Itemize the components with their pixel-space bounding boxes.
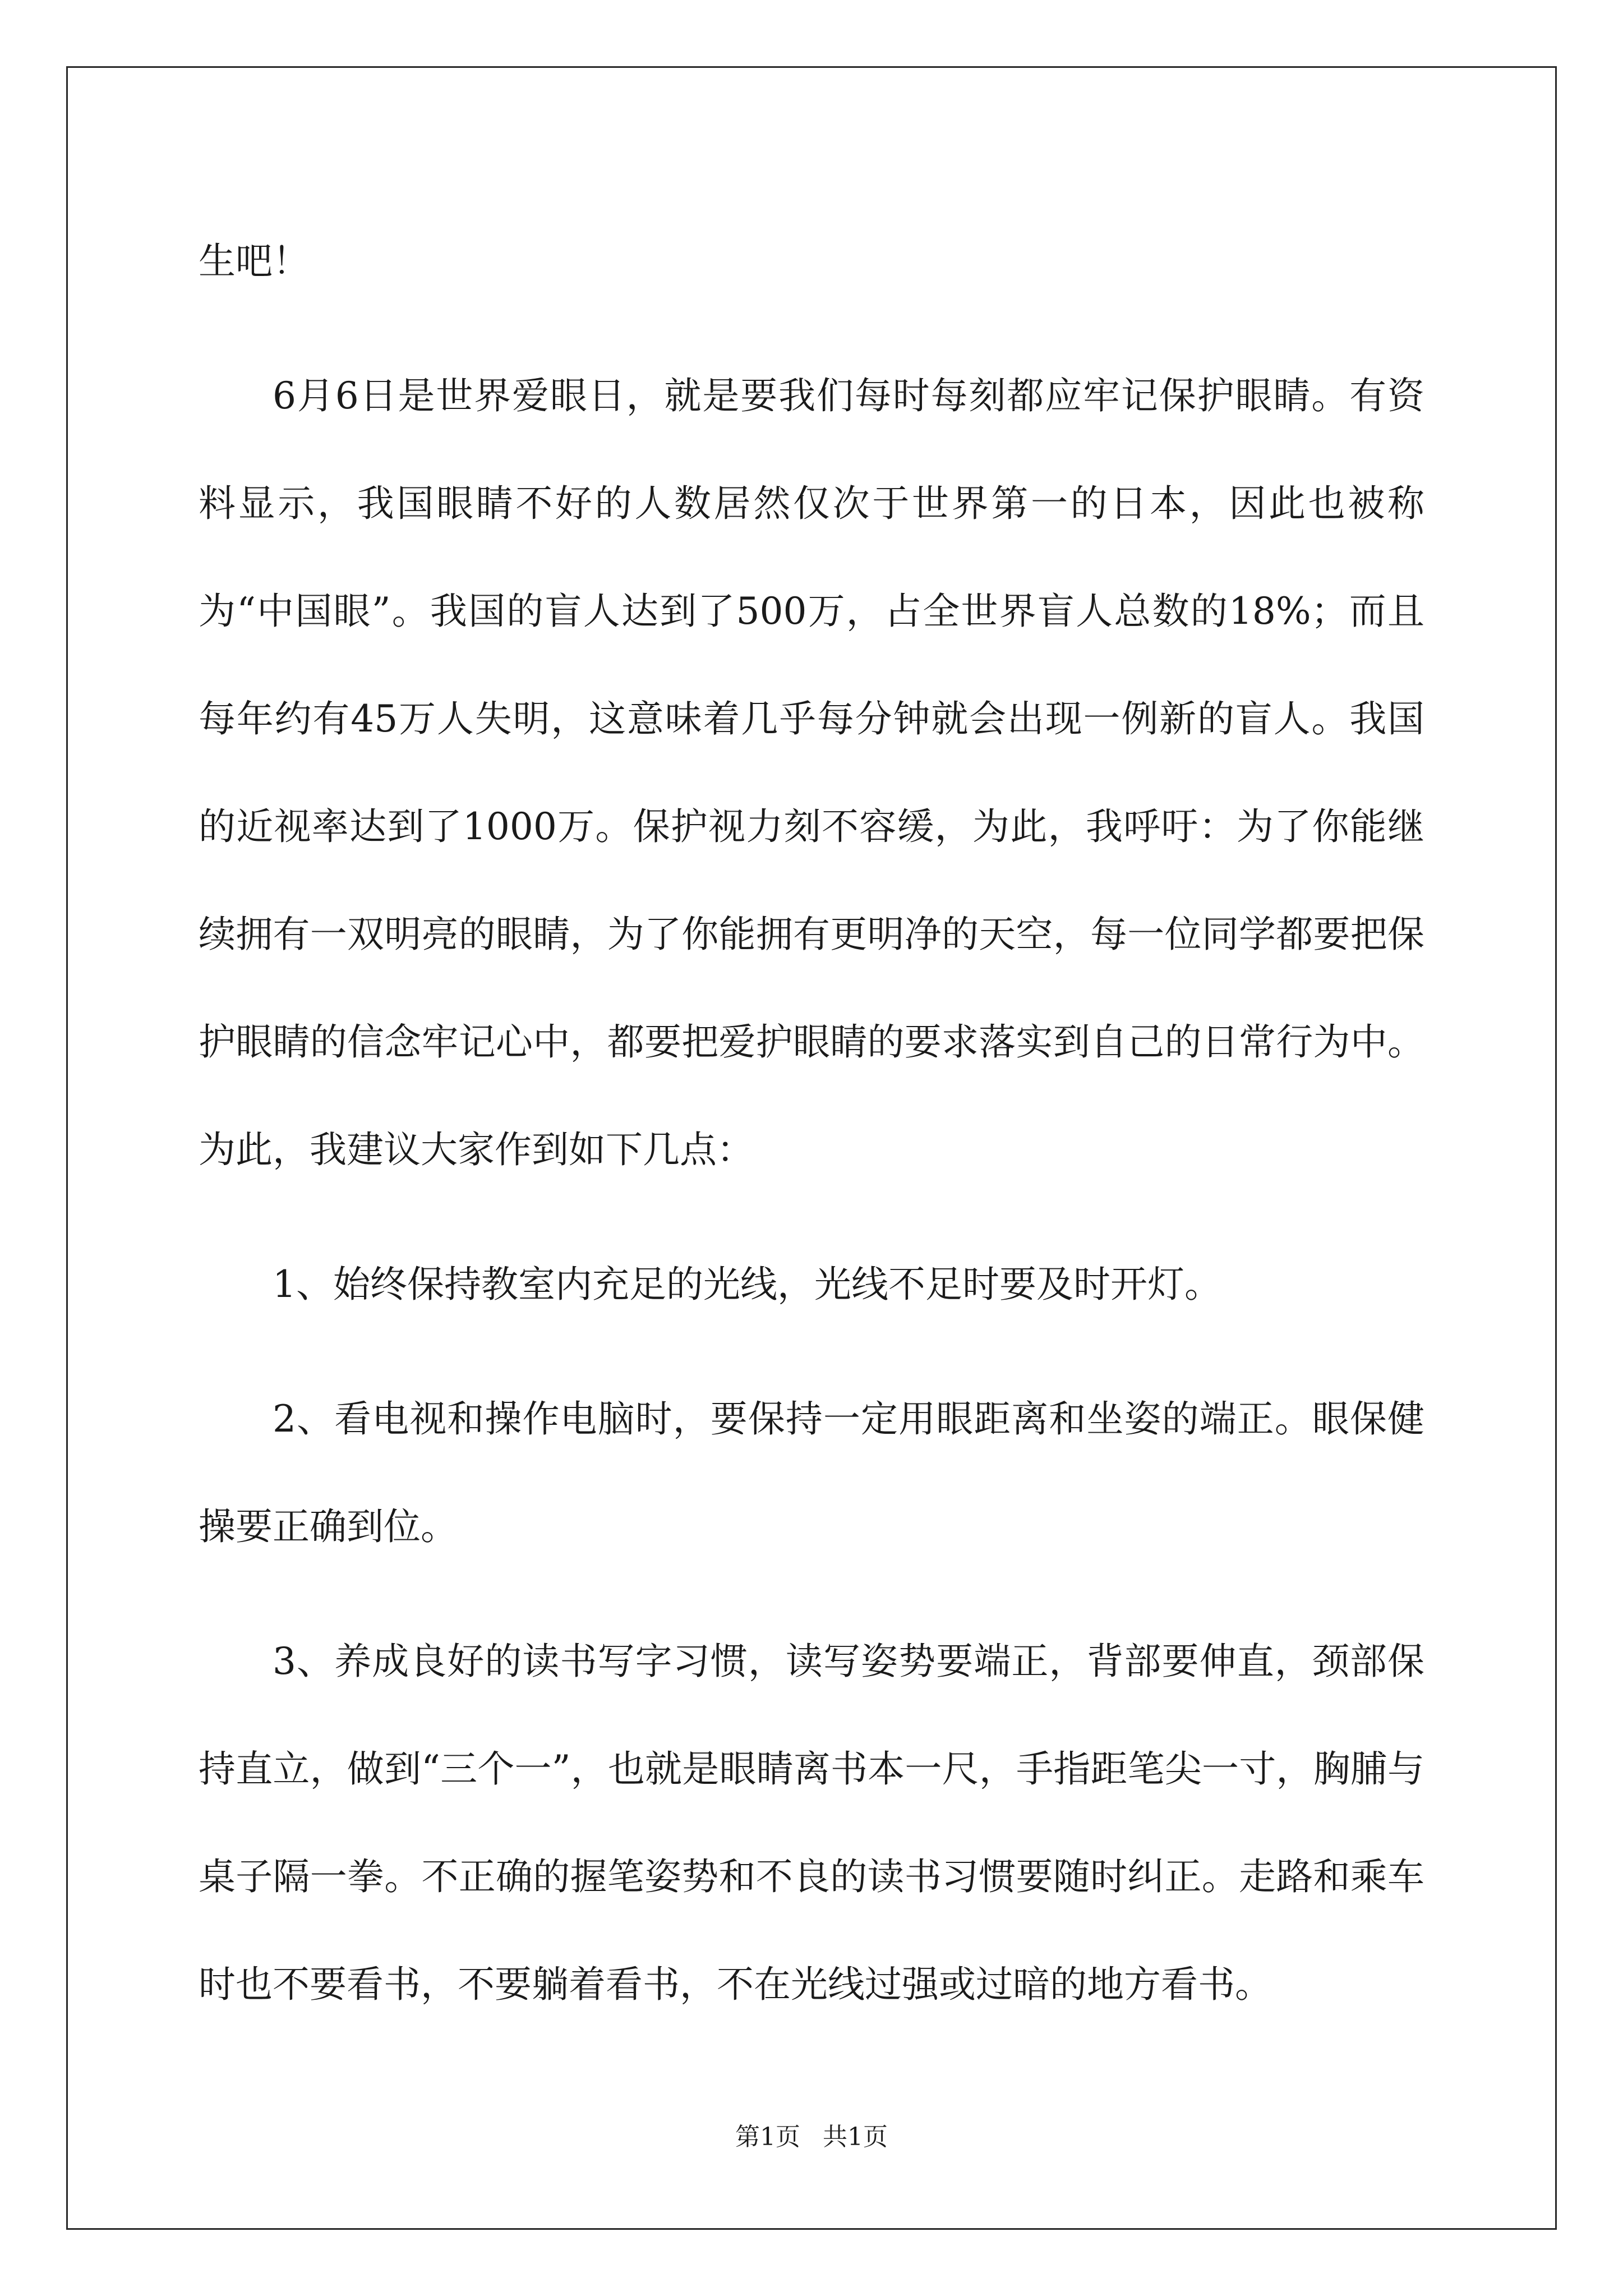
page-footer (0, 2120, 1623, 2154)
paragraph-3: 1、始终保持教室内充足的光线，光线不足时要及时开灯。 (273, 1263, 1221, 1306)
page-number-current: 第1页 (735, 2123, 800, 2151)
paragraph-1: 生吧！ (199, 240, 310, 283)
paragraph-5: 3、养成良好的读书写字习惯，读写姿势要端正，背部要伸直，颈部保持直立，做到“三个一”，也就是眼睛离书本一尺，手指距笔尖一寸，胸脯与桌子隔一拳。不正确的握笔姿势和不良的读书习惯要随时纠正。走路和乘车时也不要看书，不要躺着看书，不在光线过强或过暗的地方看书。 (199, 1640, 1424, 2006)
page-number-total: 共1页 (823, 2123, 888, 2151)
paragraph-2: 6月6日是世界爱眼日，就是要我们每时每刻都应牢记保护眼睛。有资料显示，我国眼睛不好的人数居然仅次于世界第一的日本，因此也被称为“中国眼”。我国的盲人达到了500万，占全世界盲人总数的18%；而且每年约有45万人失明，这意味着几乎每分钟就会出现一例新的盲人。我国的近视率达到了1000万。保护视力刻不容缓，为此，我呼吁：为了你能继续拥有一双明亮的眼睛，为了你能拥有更明净的天空，每一位同学都要把保护眼睛的信念牢记心中，都要把爱护眼睛的要求落实到自己的日常行为中。为此，我建议大家作到如下几点： (199, 374, 1424, 1171)
paragraph-4: 2、看电视和操作电脑时，要保持一定用眼距离和坐姿的端正。眼保健操要正确到位。 (199, 1397, 1424, 1548)
document-body (199, 208, 1424, 2092)
